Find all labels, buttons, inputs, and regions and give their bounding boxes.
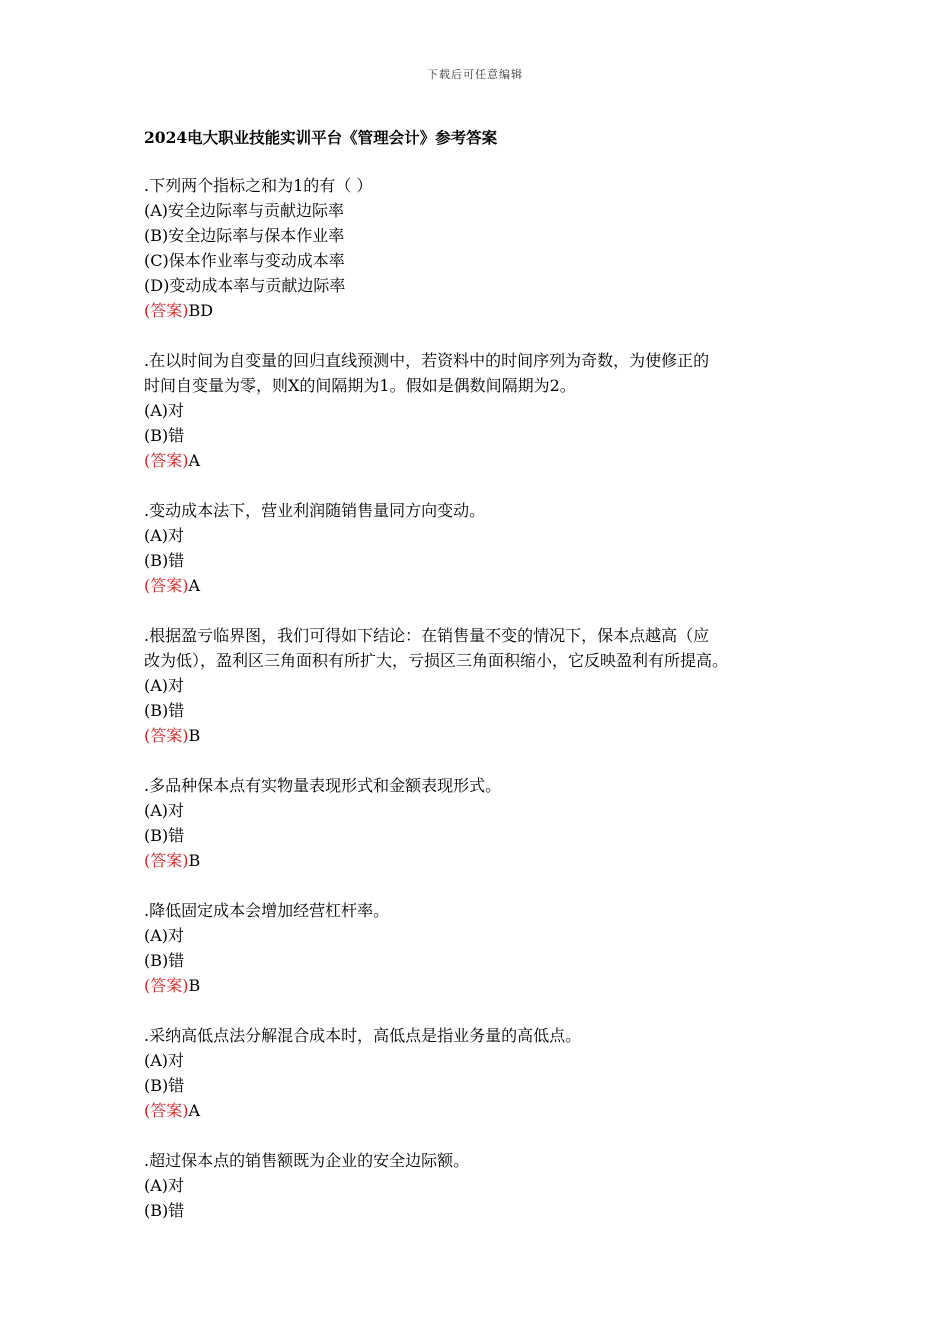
document-title: 2024电大职业技能实训平台《管理会计》参考答案 — [144, 128, 498, 147]
question-item — [144, 173, 834, 323]
answer-line — [144, 573, 834, 598]
question-list — [144, 173, 834, 1248]
answer-line — [144, 1098, 834, 1123]
answer-label: (答案) — [144, 451, 189, 470]
answer-value: A — [188, 576, 201, 595]
answer-line — [144, 723, 834, 748]
answer-label: (答案) — [144, 1101, 189, 1120]
question-stem: .多品种保本点有实物量表现形式和金额表现形式。 — [144, 776, 502, 795]
question-option: (A)对 — [144, 676, 185, 695]
answer-value: B — [188, 851, 201, 870]
question-option: (A)对 — [144, 401, 185, 420]
question-option: (B)错 — [144, 826, 185, 845]
answer-label: (答案) — [144, 301, 189, 320]
answer-value: A — [188, 1101, 201, 1120]
question-option: (B)错 — [144, 1201, 185, 1220]
question-stem: .变动成本法下，营业利润随销售量同方向变动。 — [144, 501, 486, 520]
answer-value: A — [188, 451, 201, 470]
page-header: 下载后可任意编辑 — [427, 68, 523, 81]
question-item — [144, 348, 834, 473]
question-item — [144, 1023, 834, 1123]
answer-label: (答案) — [144, 726, 189, 745]
answer-value: B — [188, 976, 201, 995]
answer-label: (答案) — [144, 976, 189, 995]
answer-label: (答案) — [144, 851, 189, 870]
answer-line — [144, 448, 834, 473]
question-option: (A)对 — [144, 1051, 185, 1070]
question-stem: 改为低），盈利区三角面积有所扩大，亏损区三角面积缩小，它反映盈利有所提高。 — [144, 651, 729, 670]
question-stem: .超过保本点的销售额既为企业的安全边际额。 — [144, 1151, 470, 1170]
question-stem: .在以时间为自变量的回归直线预测中，若资料中的时间序列为奇数，为使修正的 — [144, 351, 710, 370]
question-option: (B)错 — [144, 951, 185, 970]
question-option: (A)对 — [144, 1176, 185, 1195]
question-item — [144, 623, 834, 748]
question-stem: .根据盈亏临界图，我们可得如下结论：在销售量不变的情况下，保本点越高（应 — [144, 626, 710, 645]
answer-line — [144, 973, 834, 998]
question-stem: .下列两个指标之和为1的有（ ） — [144, 176, 373, 195]
answer-line — [144, 848, 834, 873]
question-option: (A)安全边际率与贡献边际率 — [144, 201, 345, 220]
question-stem: .降低固定成本会增加经营杠杆率。 — [144, 901, 390, 920]
question-option: (B)错 — [144, 551, 185, 570]
question-item — [144, 498, 834, 598]
question-option: (C)保本作业率与变动成本率 — [144, 251, 345, 270]
question-item — [144, 1148, 834, 1223]
question-item — [144, 898, 834, 998]
question-option: (B)安全边际率与保本作业率 — [144, 226, 345, 245]
question-stem: 时间自变量为零，则X的间隔期为1。假如是偶数间隔期为2。 — [144, 376, 576, 395]
answer-line — [144, 298, 834, 323]
question-option: (A)对 — [144, 926, 185, 945]
question-option: (A)对 — [144, 526, 185, 545]
question-option: (B)错 — [144, 1076, 185, 1095]
question-stem: .采纳高低点法分解混合成本时，高低点是指业务量的高低点。 — [144, 1026, 582, 1045]
question-item — [144, 773, 834, 873]
question-option: (B)错 — [144, 701, 185, 720]
answer-value: B — [188, 726, 201, 745]
answer-value: BD — [188, 301, 214, 320]
answer-label: (答案) — [144, 576, 189, 595]
question-option: (D)变动成本率与贡献边际率 — [144, 276, 346, 295]
question-option: (B)错 — [144, 426, 185, 445]
question-option: (A)对 — [144, 801, 185, 820]
